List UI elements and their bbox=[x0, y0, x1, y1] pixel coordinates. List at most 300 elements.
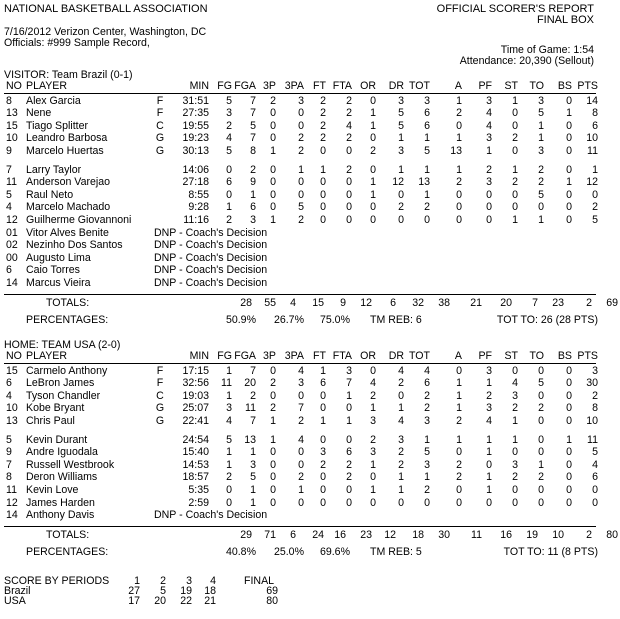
stat-fta: 2 bbox=[346, 132, 352, 145]
stat-or: 3 bbox=[370, 414, 376, 427]
player-number: 8 bbox=[6, 471, 12, 484]
stat-dr: 2 bbox=[398, 458, 404, 471]
stat-fta: 2 bbox=[346, 458, 352, 471]
player-name: Nene bbox=[26, 107, 52, 120]
stat-3p: 2 bbox=[270, 402, 276, 415]
stat-ft: 0 bbox=[320, 389, 326, 402]
stat-bs: 0 bbox=[566, 163, 572, 176]
stat-3p: 0 bbox=[270, 107, 276, 120]
stat-a: 0 bbox=[456, 201, 462, 214]
stat-bs: 1 bbox=[566, 433, 572, 446]
player-minutes: 32:56 bbox=[182, 377, 209, 390]
stat-fta: 0 bbox=[346, 483, 352, 496]
stat-pf: 0 bbox=[486, 458, 492, 471]
stat-fga: 1 bbox=[250, 483, 256, 496]
stat-bs: 0 bbox=[566, 132, 572, 145]
stat-st: 0 bbox=[512, 144, 518, 157]
stat-pts: 10 bbox=[586, 414, 598, 427]
report-subtitle: FINAL BOX bbox=[536, 14, 594, 26]
stat-fg: 1 bbox=[226, 389, 232, 402]
stat-ft: 0 bbox=[320, 213, 326, 226]
stat-fta: 3 bbox=[346, 364, 352, 377]
stat-3pa: 2 bbox=[298, 471, 304, 484]
player-position: G bbox=[155, 144, 165, 157]
stat-to: 1 bbox=[538, 132, 544, 145]
stat-bs: 0 bbox=[566, 213, 572, 226]
player-name: Nezinho Dos Santos bbox=[26, 239, 123, 252]
col-header-pf: PF bbox=[478, 80, 492, 92]
dnp-reason: DNP - Coach's Decision bbox=[154, 226, 268, 239]
player-row bbox=[4, 107, 600, 120]
stat-pf: 1 bbox=[486, 433, 492, 446]
stat-dr: 2 bbox=[398, 201, 404, 214]
stat-pf: 1 bbox=[486, 144, 492, 157]
stat-pts: 8 bbox=[592, 402, 598, 415]
player-name: Marcelo Huertas bbox=[26, 144, 104, 157]
player-number: 4 bbox=[6, 389, 12, 402]
stat-fga: 5 bbox=[250, 471, 256, 484]
player-number: 11 bbox=[6, 483, 17, 496]
player-name: Vitor Alves Benite bbox=[26, 226, 109, 239]
stat-fg: 0 bbox=[226, 496, 232, 509]
stat-pts: 5 bbox=[592, 213, 598, 226]
total-or: 6 bbox=[390, 296, 396, 309]
player-position: F bbox=[156, 364, 164, 377]
dnp-reason: DNP - Coach's Decision bbox=[154, 276, 268, 289]
total-3p: 4 bbox=[290, 296, 296, 309]
stat-tot: 0 bbox=[424, 213, 430, 226]
stat-bs: 0 bbox=[566, 483, 572, 496]
col-header-to: TO bbox=[529, 350, 544, 362]
player-row bbox=[4, 214, 600, 227]
player-minutes: 22:41 bbox=[182, 414, 209, 427]
stat-a: 2 bbox=[456, 176, 462, 189]
stat-3p: 0 bbox=[270, 389, 276, 402]
total-tot: 38 bbox=[438, 296, 450, 309]
date-location: 7/16/2012 Verizon Center, Washington, DC bbox=[4, 26, 207, 38]
stat-fg: 11 bbox=[221, 377, 232, 390]
stat-or: 1 bbox=[370, 458, 376, 471]
stat-pf: 4 bbox=[486, 414, 492, 427]
final-score: 69 bbox=[266, 585, 278, 597]
total-3pa: 15 bbox=[312, 296, 324, 309]
period-header: 4 bbox=[210, 575, 216, 587]
stat-pts: 10 bbox=[586, 132, 598, 145]
stat-ft: 1 bbox=[320, 364, 326, 377]
total-dr: 32 bbox=[412, 296, 424, 309]
stat-dr: 0 bbox=[398, 213, 404, 226]
player-position: F bbox=[156, 377, 164, 390]
stat-to: 2 bbox=[538, 163, 544, 176]
stat-3pa: 0 bbox=[298, 107, 304, 120]
total-fta: 23 bbox=[360, 528, 372, 541]
visitor-box-score bbox=[4, 80, 618, 327]
stat-dr: 3 bbox=[398, 94, 404, 107]
stat-st: 0 bbox=[512, 446, 518, 459]
period-score: 20 bbox=[154, 595, 166, 607]
player-minutes: 15:40 bbox=[182, 446, 209, 459]
dnp-reason: DNP - Coach's Decision bbox=[154, 264, 268, 277]
player-minutes: 17:15 bbox=[182, 364, 209, 377]
col-header-st: ST bbox=[504, 80, 518, 92]
player-minutes: 27:18 bbox=[182, 176, 209, 189]
period-header: 2 bbox=[160, 575, 166, 587]
stat-to: 5 bbox=[538, 188, 544, 201]
stat-3p: 1 bbox=[270, 144, 276, 157]
player-row bbox=[4, 390, 600, 403]
stat-fta: 7 bbox=[346, 377, 352, 390]
stat-dr: 12 bbox=[392, 176, 404, 189]
stat-3p: 0 bbox=[270, 496, 276, 509]
stat-fg: 1 bbox=[226, 446, 232, 459]
player-number: 15 bbox=[6, 364, 18, 377]
player-name: Leandro Barbosa bbox=[26, 132, 108, 145]
total-turnovers: TOT TO: 11 (8 PTS) bbox=[503, 546, 598, 559]
stat-pf: 3 bbox=[486, 402, 492, 415]
stat-a: 2 bbox=[456, 458, 462, 471]
player-name: James Harden bbox=[26, 496, 95, 509]
player-row bbox=[4, 189, 600, 202]
totals-divider bbox=[4, 526, 596, 527]
stat-3p: 0 bbox=[270, 119, 276, 132]
period-score: 19 bbox=[180, 585, 192, 597]
stat-a: 0 bbox=[456, 213, 462, 226]
stat-ft: 2 bbox=[320, 107, 326, 120]
stat-to: 0 bbox=[538, 201, 544, 214]
stat-a: 0 bbox=[456, 483, 462, 496]
stat-tot: 1 bbox=[424, 163, 430, 176]
team-name: USA bbox=[4, 595, 26, 607]
total-a: 11 bbox=[471, 528, 482, 541]
stat-fta: 0 bbox=[346, 433, 352, 446]
period-header: 3 bbox=[186, 575, 192, 587]
stat-tot: 3 bbox=[424, 414, 430, 427]
stat-pts: 2 bbox=[592, 201, 598, 214]
stat-fg: 0 bbox=[226, 163, 232, 176]
stat-or: 0 bbox=[370, 213, 376, 226]
stat-ft: 2 bbox=[320, 94, 326, 107]
stat-ft: 0 bbox=[320, 188, 326, 201]
total-turnovers: TOT TO: 26 (28 PTS) bbox=[496, 314, 598, 327]
player-position: G bbox=[155, 132, 165, 145]
stat-st: 0 bbox=[512, 496, 518, 509]
col-header-ft: FT bbox=[313, 80, 326, 92]
stat-3p: 0 bbox=[270, 471, 276, 484]
stat-fg: 2 bbox=[226, 119, 232, 132]
stat-3p: 2 bbox=[270, 94, 276, 107]
player-minutes: 8:55 bbox=[188, 188, 209, 201]
player-minutes: 19:03 bbox=[182, 389, 209, 402]
stat-3pa: 0 bbox=[298, 176, 304, 189]
attendance: Attendance: 20,390 (Sellout) bbox=[459, 55, 594, 67]
stat-st: 2 bbox=[512, 402, 518, 415]
player-row bbox=[4, 365, 600, 378]
stat-to: 0 bbox=[538, 389, 544, 402]
player-row bbox=[4, 176, 600, 189]
stat-3pa: 7 bbox=[298, 402, 304, 415]
player-minutes: 14:53 bbox=[182, 458, 209, 471]
player-row bbox=[4, 120, 600, 133]
stat-fga: 7 bbox=[250, 132, 256, 145]
stat-fg: 5 bbox=[226, 144, 232, 157]
player-name: Kevin Love bbox=[26, 483, 79, 496]
stat-pf: 0 bbox=[486, 496, 492, 509]
total-pts: 69 bbox=[606, 296, 618, 309]
stat-3p: 0 bbox=[270, 176, 276, 189]
player-name: Augusto Lima bbox=[26, 251, 91, 264]
col-header-3pa: 3PA bbox=[284, 80, 304, 92]
stat-st: 3 bbox=[512, 458, 518, 471]
stat-pf: 0 bbox=[486, 213, 492, 226]
player-number: 9 bbox=[6, 446, 12, 459]
col-header-3p: 3P bbox=[263, 350, 276, 362]
stat-3pa: 2 bbox=[298, 213, 304, 226]
stat-tot: 6 bbox=[424, 107, 430, 120]
totals-row bbox=[24, 297, 620, 310]
dnp-reason: DNP - Coach's Decision bbox=[154, 251, 268, 264]
stat-fga: 8 bbox=[250, 144, 256, 157]
stat-tot: 6 bbox=[424, 119, 430, 132]
player-name: Andre Iguodala bbox=[26, 446, 98, 459]
player-name: Raul Neto bbox=[26, 188, 74, 201]
stat-a: 2 bbox=[456, 414, 462, 427]
stat-bs: 0 bbox=[566, 458, 572, 471]
team-rebounds: TM REB: 6 bbox=[370, 314, 422, 327]
player-minutes: 30:13 bbox=[182, 144, 209, 157]
player-number: 11 bbox=[6, 176, 17, 189]
stat-pts: 30 bbox=[586, 377, 598, 390]
stat-or: 0 bbox=[370, 132, 376, 145]
stat-pts: 6 bbox=[592, 471, 598, 484]
stat-ft: 2 bbox=[320, 458, 326, 471]
player-number: 14 bbox=[6, 509, 18, 522]
stat-fta: 2 bbox=[346, 471, 352, 484]
player-number: 7 bbox=[6, 163, 12, 176]
stat-pts: 5 bbox=[592, 446, 598, 459]
stat-3pa: 0 bbox=[298, 496, 304, 509]
stat-tot: 5 bbox=[424, 446, 430, 459]
stat-dr: 1 bbox=[398, 132, 404, 145]
player-number: 01 bbox=[6, 226, 18, 239]
stat-or: 0 bbox=[370, 94, 376, 107]
stat-fg: 1 bbox=[226, 364, 232, 377]
stat-fta: 0 bbox=[346, 176, 352, 189]
stat-3p: 0 bbox=[270, 201, 276, 214]
stat-a: 0 bbox=[456, 364, 462, 377]
stat-a: 1 bbox=[456, 433, 462, 446]
stat-pf: 0 bbox=[486, 201, 492, 214]
stat-st: 0 bbox=[512, 107, 518, 120]
total-ft: 9 bbox=[340, 296, 346, 309]
stat-tot: 3 bbox=[424, 94, 430, 107]
fg-percentage: 40.8% bbox=[225, 546, 256, 559]
stat-dr: 3 bbox=[398, 433, 404, 446]
stat-ft: 2 bbox=[320, 132, 326, 145]
percentages-label: PERCENTAGES: bbox=[26, 314, 109, 327]
stat-a: 1 bbox=[456, 163, 462, 176]
home-title: HOME: TEAM USA (2-0) bbox=[4, 339, 121, 351]
stat-3pa: 2 bbox=[298, 144, 304, 157]
stat-to: 0 bbox=[538, 364, 544, 377]
player-position: F bbox=[156, 94, 164, 107]
col-header-tot: TOT bbox=[409, 80, 430, 92]
stat-bs: 0 bbox=[566, 402, 572, 415]
player-row bbox=[4, 95, 600, 108]
total-to: 23 bbox=[552, 296, 564, 309]
stat-or: 4 bbox=[370, 377, 376, 390]
stat-3p: 0 bbox=[270, 483, 276, 496]
player-position: G bbox=[155, 402, 165, 415]
stat-fga: 3 bbox=[250, 213, 256, 226]
col-header-or: OR bbox=[360, 80, 376, 92]
total-st: 19 bbox=[526, 528, 538, 541]
stat-dr: 0 bbox=[398, 188, 404, 201]
col-header-a: A bbox=[454, 350, 462, 362]
team-rebounds: TM REB: 5 bbox=[370, 546, 422, 559]
stat-or: 1 bbox=[370, 188, 376, 201]
player-row bbox=[4, 484, 600, 497]
stat-fta: 0 bbox=[346, 402, 352, 415]
stat-3p: 0 bbox=[270, 163, 276, 176]
total-bs: 2 bbox=[586, 296, 592, 309]
stat-fta: 0 bbox=[346, 188, 352, 201]
col-header-dr: DR bbox=[388, 350, 404, 362]
stat-3pa: 1 bbox=[298, 483, 304, 496]
stat-fg: 5 bbox=[226, 94, 232, 107]
player-name: Marcelo Machado bbox=[26, 201, 111, 214]
stat-a: 1 bbox=[456, 402, 462, 415]
period-score: 27 bbox=[128, 585, 140, 597]
stat-bs: 1 bbox=[566, 176, 572, 189]
col-header-st: ST bbox=[504, 350, 518, 362]
player-number: 10 bbox=[6, 132, 18, 145]
player-minutes: 19:23 bbox=[182, 132, 209, 145]
dnp-reason: DNP - Coach's Decision bbox=[154, 509, 268, 522]
stat-3p: 2 bbox=[270, 377, 276, 390]
stat-dr: 5 bbox=[398, 107, 404, 120]
stat-st: 2 bbox=[512, 471, 518, 484]
player-number: 13 bbox=[6, 107, 18, 120]
stat-pts: 4 bbox=[592, 458, 598, 471]
col-header-to: TO bbox=[529, 80, 544, 92]
stat-pts: 11 bbox=[587, 144, 598, 157]
total-fg: 29 bbox=[240, 528, 252, 541]
stat-3p: 0 bbox=[270, 132, 276, 145]
stat-to: 1 bbox=[538, 458, 544, 471]
stat-st: 0 bbox=[512, 364, 518, 377]
stat-st: 1 bbox=[512, 433, 518, 446]
stat-pf: 2 bbox=[486, 389, 492, 402]
col-header-bs: BS bbox=[557, 80, 572, 92]
col-header-fg: FG bbox=[217, 80, 232, 92]
player-name: Anderson Varejao bbox=[26, 176, 111, 189]
stat-3p: 0 bbox=[270, 446, 276, 459]
col-header-3pa: 3PA bbox=[284, 350, 304, 362]
stat-3pa: 1 bbox=[298, 163, 304, 176]
col-header-no: NO bbox=[6, 350, 22, 362]
stat-fta: 6 bbox=[346, 446, 352, 459]
percentages-row bbox=[4, 546, 600, 559]
dnp-reason: DNP - Coach's Decision bbox=[154, 239, 268, 252]
stat-or: 0 bbox=[370, 364, 376, 377]
player-name: Tyson Chandler bbox=[26, 389, 101, 402]
stat-bs: 0 bbox=[566, 201, 572, 214]
col-header-a: A bbox=[454, 80, 462, 92]
stat-pf: 3 bbox=[486, 364, 492, 377]
period-score: 17 bbox=[128, 595, 140, 607]
final-score: 80 bbox=[266, 595, 278, 607]
player-row bbox=[4, 201, 600, 214]
stat-st: 0 bbox=[512, 119, 518, 132]
col-header-bs: BS bbox=[557, 350, 572, 362]
player-number: 9 bbox=[6, 144, 12, 157]
player-name: Kevin Durant bbox=[26, 433, 88, 446]
stat-to: 5 bbox=[538, 107, 544, 120]
col-header-or: OR bbox=[360, 350, 376, 362]
player-number: 13 bbox=[6, 414, 18, 427]
stat-fta: 0 bbox=[346, 201, 352, 214]
stat-a: 0 bbox=[456, 496, 462, 509]
stat-a: 2 bbox=[456, 107, 462, 120]
stat-fga: 3 bbox=[250, 458, 256, 471]
stat-fga: 2 bbox=[250, 389, 256, 402]
dnp-row bbox=[4, 239, 600, 252]
stat-bs: 0 bbox=[566, 377, 572, 390]
stat-or: 2 bbox=[370, 144, 376, 157]
stat-to: 0 bbox=[538, 414, 544, 427]
stat-fg: 4 bbox=[226, 414, 232, 427]
stat-or: 1 bbox=[370, 176, 376, 189]
stat-bs: 0 bbox=[566, 414, 572, 427]
stat-3p: 1 bbox=[270, 414, 276, 427]
totals-label: TOTALS: bbox=[46, 528, 90, 541]
total-dr: 18 bbox=[412, 528, 424, 541]
dnp-row bbox=[4, 264, 600, 277]
stat-bs: 0 bbox=[566, 496, 572, 509]
stat-3pa: 0 bbox=[298, 458, 304, 471]
player-number: 7 bbox=[6, 458, 12, 471]
stat-3pa: 5 bbox=[298, 201, 304, 214]
stat-a: 1 bbox=[456, 377, 462, 390]
stat-fta: 1 bbox=[346, 389, 352, 402]
stat-or: 0 bbox=[370, 201, 376, 214]
stat-pts: 1 bbox=[592, 163, 598, 176]
stat-pf: 3 bbox=[486, 94, 492, 107]
total-3pa: 24 bbox=[312, 528, 324, 541]
stat-dr: 4 bbox=[398, 414, 404, 427]
stat-pf: 2 bbox=[486, 163, 492, 176]
player-name: Chris Paul bbox=[26, 414, 75, 427]
stat-st: 0 bbox=[512, 201, 518, 214]
stat-to: 5 bbox=[538, 377, 544, 390]
col-header-3p: 3P bbox=[263, 80, 276, 92]
stat-bs: 0 bbox=[566, 94, 572, 107]
stat-bs: 0 bbox=[566, 364, 572, 377]
player-row bbox=[4, 377, 600, 390]
stat-a: 1 bbox=[456, 132, 462, 145]
stat-fga: 7 bbox=[250, 94, 256, 107]
player-number: 5 bbox=[6, 188, 12, 201]
stat-a: 1 bbox=[456, 94, 462, 107]
totals-divider bbox=[4, 294, 596, 295]
time-of-game: Time of Game: 1:54 bbox=[500, 44, 594, 56]
stat-bs: 0 bbox=[566, 446, 572, 459]
player-position: F bbox=[156, 107, 164, 120]
player-minutes: 14:06 bbox=[182, 163, 209, 176]
stat-tot: 1 bbox=[424, 433, 430, 446]
stat-st: 2 bbox=[512, 132, 518, 145]
totals-label: TOTALS: bbox=[46, 296, 90, 309]
